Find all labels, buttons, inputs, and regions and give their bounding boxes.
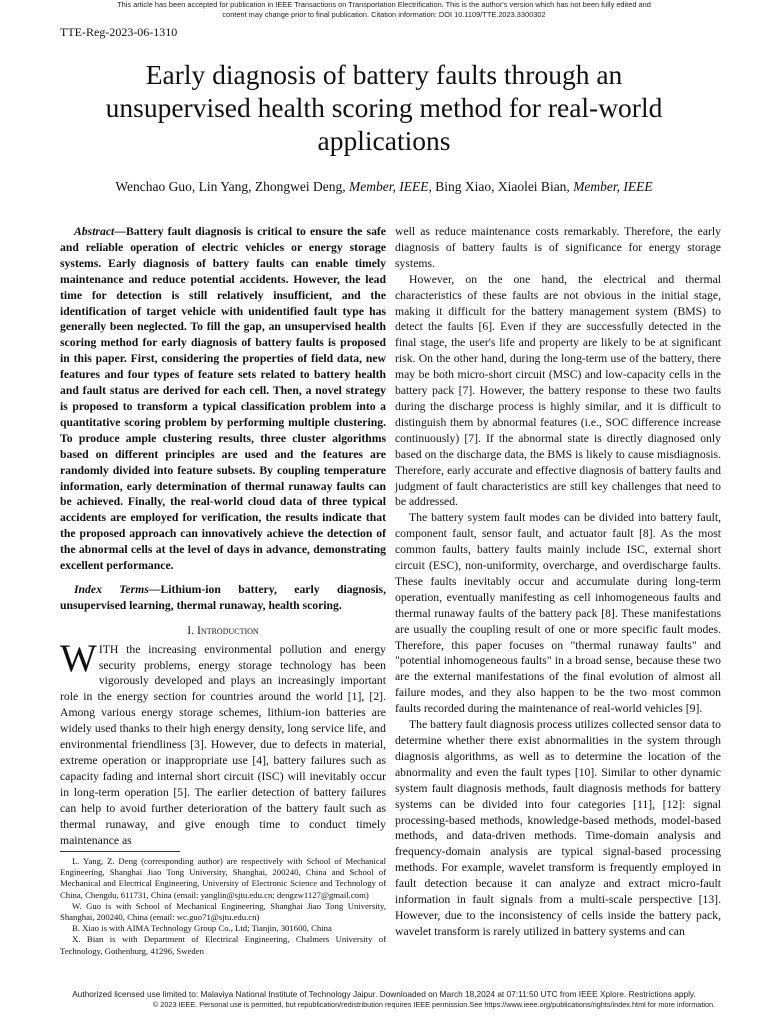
index-terms-lead: Index Terms xyxy=(74,582,149,596)
authors-part-2: , Bing Xiao, Xiaolei Bian, xyxy=(428,179,574,194)
body-paragraph: The battery system fault modes can be divided into battery fault, component fault, sensor fault, and actuator fault [8]. As the most common faults, battery faults mainly include ISC, external short circuit (ESC), non-uniformity, overcharge, and overdischarge faults. These faults inevitably occur and accumulate during long-term operation, eventually manifesting as cell inhomogeneous faults and thermal runaway faults of the battery pack [8]. These manifestations are usually the coupling result of one or more specific fault modes. Therefore, this paper focuses on "thermal runaway faults" and "potential inhomogeneous faults" in a broad sense, because these two are the external manifestations of the final evolution of almost all failure modes, and they also happen to be the two most common faults recorded during the maintenance of real-world vehicles [9]. xyxy=(395,511,721,716)
footnote-divider xyxy=(60,851,180,852)
drop-cap: W xyxy=(60,636,97,680)
section-heading-introduction xyxy=(60,623,386,639)
author-membership-2: Member, IEEE xyxy=(573,179,653,194)
abstract-text: —Battery fault diagnosis is critical to ensure the safe and reliable operation of electric vehicles or energy storage systems. Early diagnosis of battery faults can enable timely maintenance and reduce potential accidents. However, the lead time for detection is still relatively insufficient, and the identification of target vehicle with unidentified fault type has generally been neglected. To fill the gap, an unsupervised health scoring method for early diagnosis of battery faults is proposed in this paper. First, considering the properties of field data, new features and four types of feature sets related to battery health and fault status are derived for each cell. Then, a novel strategy is proposed to transform a typical classification problem into a quantitative scoring problem by performing multiple clustering. To produce ample clustering results, three cluster algorithms based on different principles are used and the features are randomly divided into feature subsets. By coupling temperature information, early determination of thermal runaway faults can be achieved. Finally, the real-world cloud data of three typical accidents are employed for verification, the results indicate that the proposed approach can innovatively achieve the detection of the abnormal cells at the level of days in advance, demonstrating excellent performance. xyxy=(60,225,386,573)
author-list xyxy=(40,179,728,195)
body-paragraph: The battery fault diagnosis process utilizes collected sensor data to determine whether there exist abnormalities in the system through diagnosis algorithms, as well as to determine the location of the abnormality and even the fault types [10]. Similar to other dynamic system fault diagnosis methods, fault diagnosis methods for battery systems can be divided into four categories [11], [12]: signal processing-based methods, knowledge-based methods, model-based methods, and data-driven methods. Time-domain analysis and frequency-domain analysis are typical signal-based processing methods. For example, wavelet transform is frequently employed in fault detection because it can analyze and extract micro-fault information in fault signals from a multi-scale perspective [13]. However, due to the inconsistency of cells inside the battery pack, wavelet transform is rarely utilized in battery systems and can xyxy=(395,718,721,938)
body-paragraph: However, on the one hand, the electrical and thermal characteristics of these faults are not obvious in the initial stage, making it difficult for the battery management system (BMS) to detect the faults [6]. Even if they are successfully detected in the final stage, the user's life and property are likely to be at significant risk. On the other hand, during the long-term use of the battery, there may be both micro-short circuit (MSC) and low-capacity cells in the battery pack [7]. However, the battery response to these two faults during the discharge process is highly similar, and it is difficult to distinguish them by abnormal features (i.e., SOC difference increase continuously) [7]. If the abnormal state is directly diagnosed only based on the discharge data, the BMS is likely to cause misdiagnosis. Therefore, early accurate and effective diagnosis of battery faults and judgment of fault characteristics are still key challenges that need to be addressed. xyxy=(395,272,721,509)
footnote-affiliation: L. Yang, Z. Deng (corresponding author) are respectively with School of Mechanical Engineering, Shanghai Jiao Tong University, Shanghai, 200240, China and School of Mechanical and Electrical Engineering, University of Electronic Science and Technology of China, Chengdu, 611731, China (email: yanglin@sjtu.edu.cn; dengzw1127@gmail.com) xyxy=(60,856,386,900)
footnote-affiliation: W. Guo is with School of Mechanical Engineering, Shanghai Jiao Tong University, Shanghai, 200240, China (email: wc.guo71@sjtu.edu.cn) xyxy=(60,900,386,923)
author-membership-1: Member, IEEE xyxy=(348,179,429,194)
body-paragraph: well as reduce maintenance costs remarkably. Therefore, the early diagnosis of battery faults is of significance for energy storage systems. xyxy=(395,225,721,270)
publication-notice-line-1: This article has been accepted for publication in IEEE Transactions on Transportation Electrification. This is the author's version which has not been fully edited and xyxy=(117,0,651,9)
index-terms-text: —Lithium-ion battery, early diagnosis, unsupervised learning, thermal runaway, health scoring. xyxy=(60,582,386,612)
authors-part-1: Wenchao Guo, Lin Yang, Zhongwei Deng, xyxy=(115,179,349,194)
section-number: I. xyxy=(187,623,198,637)
ieee-access-footer xyxy=(0,989,768,1010)
intro-paragraph-text: ITH the increasing environmental pollution and energy security problems, energy storage technology has been vigorously developed and plays an increasingly important role in the energy section for countries around the world [1], [2]. Among various energy storage schemes, lithium-ion batteries are widely used thanks to their high energy density, long service life, and environmental friendliness [3]. However, due to defects in material, extreme operation or inappropriate use [4], battery failures such as capacity fading and internal short circuit (ISC) will inevitably occur in long-term operation [5]. The earlier detection of battery failures can help to avoid further deterioration of the battery fault such as thermal runaway, and give enough time to conduct timely maintenance as xyxy=(60,642,386,847)
footnote-affiliation: B. Xiao is with AIMA Technology Group Co., Ltd; Tianjin, 301600, China xyxy=(72,923,332,934)
right-column xyxy=(395,224,721,940)
abstract xyxy=(60,224,386,574)
footnote-affiliation: X. Bian is with Department of Electrical Engineering, Chalmers University of Technology, Gothenburg, 41296, Sweden xyxy=(60,934,386,956)
intro-paragraph xyxy=(60,636,386,849)
footnotes xyxy=(60,856,386,957)
publication-notice-line-2: content may change prior to final publication. Citation information: DOI 10.1109/TTE.2023.3300302 xyxy=(222,10,546,19)
paper-title: Early diagnosis of battery faults through an unsupervised health scoring method for real-world applications xyxy=(105,59,663,156)
copyright-line: © 2023 IEEE. Personal use is permitted, but republication/redistribution requires IEEE permission.See https://www.ieee.org/publications/rights/index.html for more information. xyxy=(152,1000,716,1009)
left-column xyxy=(60,224,386,848)
publication-notice xyxy=(100,0,668,20)
section-title: Introduction xyxy=(197,623,259,637)
abstract-lead: Abstract xyxy=(74,225,115,238)
index-terms xyxy=(60,582,386,614)
license-line: Authorized licensed use limited to: Malaviya National Institute of Technology Jaipur. Downloaded on March 18,2024 at 07:11:50 UTC from IEEE Xplore. Restrictions apply. xyxy=(72,989,696,999)
manuscript-id: TTE-Reg-2023-06-1310 xyxy=(60,25,178,39)
